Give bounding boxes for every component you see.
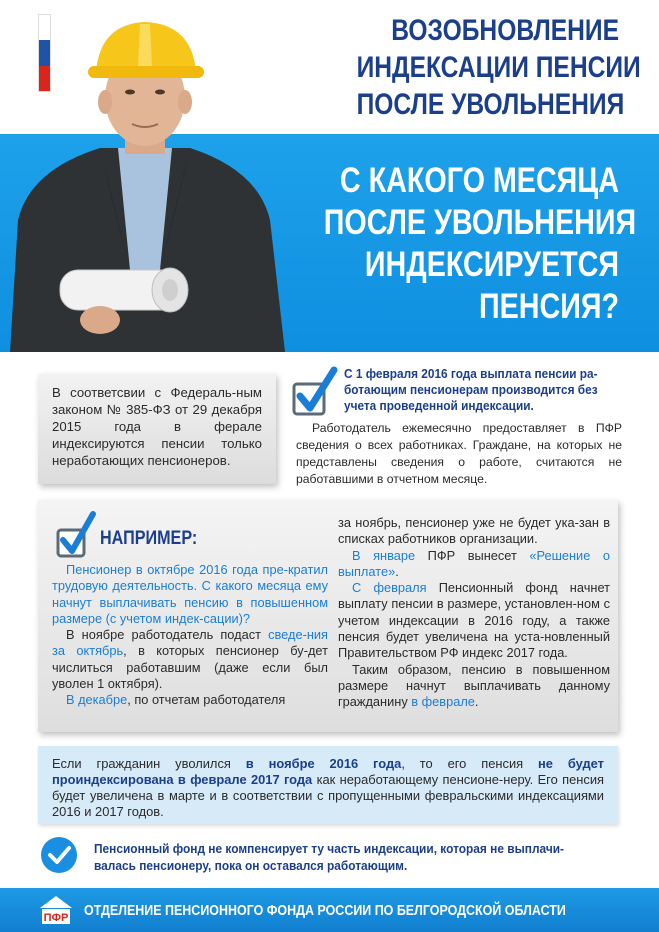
text-span: . <box>474 694 479 710</box>
highlight-text: В декабре <box>66 692 128 708</box>
text-span: Если гражданин уволился <box>52 756 246 771</box>
example-paragraph <box>52 692 328 708</box>
highlight-text: В январе <box>352 547 416 563</box>
footer-text: ОТДЕЛЕНИЕ ПЕНСИОННОГО ФОНДА РОССИИ ПО БЕЛГОРОДСКОЙ ОБЛАСТИ <box>84 903 566 919</box>
example-paragraph <box>338 662 610 711</box>
example-question: Пенсионер в октябре 2016 года пре-кратил трудовую деятельность. С какого месяца ему начнут выплачивать пенсию в повышенном размере (с учетом индек-сации)? <box>52 562 328 626</box>
question-line-1: С КАКОГО МЕСЯЦА <box>339 161 619 200</box>
highlight-text: «Решение о выплате» <box>338 547 610 579</box>
employer-report-text: Работодатель ежемесячно предоставляет в ПФР сведения о всех работниках. Граждане, на которых не представлены сведения о работе, считаются не работавшими в отчетном месяце. <box>296 421 622 486</box>
example-paragraph: за ноябрь, пенсионер уже не будет ука-зан в списках работников организации. <box>338 515 610 547</box>
worker-illustration <box>0 20 290 352</box>
compensation-note: Пенсионный фонд не компенсирует ту часть индексации, которая не выплачи-валась пенсионеру, пока он оставался работающим. <box>94 841 565 873</box>
question-line-4: ПЕНСИЯ? <box>478 287 619 326</box>
example-paragraph <box>52 627 328 692</box>
text-span: Пенсионный фонд начнет выплату пенсии в размере, установлен-ном с учетом индексации в 2016 году, а также пенсия будет увеличена на уста-новленный Правительством РФ индекс 2017 года. <box>338 580 610 661</box>
example-right-column <box>338 515 610 711</box>
check-circle-icon <box>40 836 78 874</box>
highlight-text: С февраля <box>352 580 427 596</box>
checkmark-icon <box>292 366 338 418</box>
title-line-2: ИНДЕКСАЦИИ ПЕНСИИ <box>356 51 641 84</box>
question-line-3: ИНДЕКСИРУЕТСЯ <box>364 245 619 284</box>
checkmark-icon <box>56 508 96 558</box>
example-left-column <box>52 562 328 709</box>
text-span: , по отчетам работодателя <box>127 692 286 708</box>
february-rule: С 1 февраля 2016 года выплата пенсии ра-ботающим пенсионерам производится без учета проведенной индексации. <box>344 367 598 413</box>
logo-text: ПФР <box>43 912 69 924</box>
example-title: НАПРИМЕР: <box>100 528 198 549</box>
text-span: как неработающему пенсионе-неру. Его пенсия будет увеличена в марте и в соответствии с пропущенными февральскими индексациями 2016 и 2017 годов. <box>52 772 604 819</box>
title-line-3: ПОСЛЕ УВОЛЬНЕНИЯ <box>356 88 625 121</box>
text-span: В ноябре работодатель подаст <box>66 627 269 643</box>
question-line-2: ПОСЛЕ УВОЛЬНЕНИЯ <box>323 203 637 242</box>
main-question <box>323 160 637 328</box>
example-paragraph <box>338 548 610 581</box>
highlight-text: в феврале <box>411 694 475 710</box>
november-note <box>38 746 618 824</box>
pfr-logo-icon <box>38 894 74 926</box>
text-span: . <box>395 563 399 579</box>
law-text: В соответсвии с Федераль-ным законом № 385-ФЗ от 29 декабря 2015 года в ферале индексируются пенсии только неработающих пенсионеров. <box>52 385 262 468</box>
text-span: ПФР вынесет <box>415 547 530 563</box>
example-paragraph <box>338 580 610 661</box>
bold-text: не будет проиндексирована в феврале 2017 года <box>52 756 604 787</box>
bold-text: в ноябре 2016 года <box>245 756 402 771</box>
law-info-box <box>38 374 276 484</box>
title-line-1: ВОЗОБНОВЛЕНИЕ <box>391 14 619 47</box>
highlight-text: сведе-ния за октябрь <box>52 627 328 659</box>
text-span: , то его пенсия <box>401 756 539 771</box>
text-span: , в которых пенсионер бу-дет числиться работавшим (даже если был уволен 1 октября). <box>52 643 328 692</box>
text-span: Таким образом, пенсию в повышенном размере начнут выплачивать данному гражданину <box>338 661 610 710</box>
page-title <box>356 12 641 123</box>
